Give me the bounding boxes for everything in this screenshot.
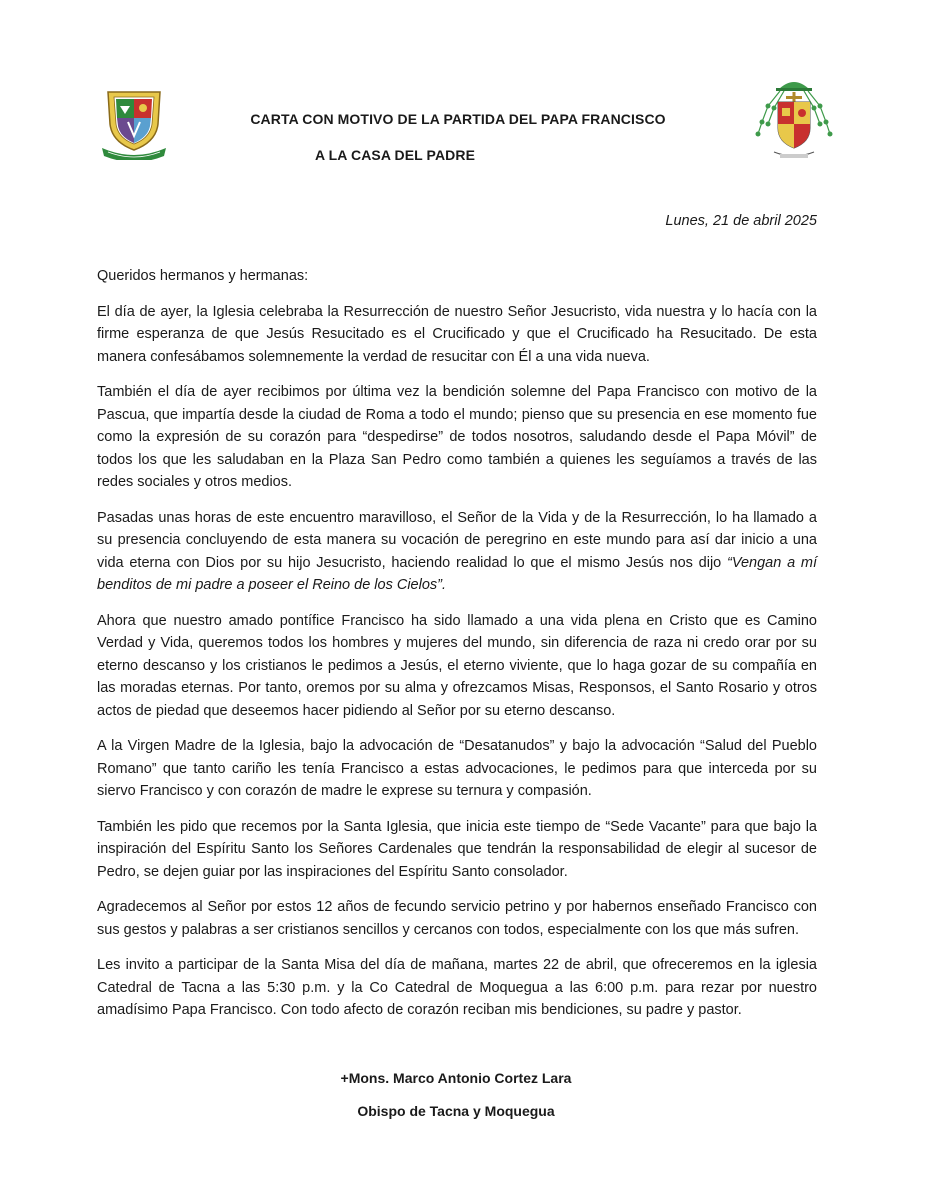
paragraph-resurrection: El día de ayer, la Iglesia celebraba la Resurrección de nuestro Señor Jesucristo, vida nuestra y lo hacía con la firme esperanza de que Jesús Resucitado es el Crucificado y que el Crucificado ha Resucitado. De esta manera confesábamos solemnemente la verdad de resucitar con Él a una vida nueva. bbox=[97, 303, 817, 365]
paragraph-virgin-mary: A la Virgen Madre de la Iglesia, bajo la advocación de “Desatanudos” y bajo la advocación “Salud del Pueblo Romano” que tanto cariño les tenía Francisco a estas advocaciones, le pedimos para que interceda por su siervo Francisco y con corazón de madre le exprese su ternura y compasión. bbox=[97, 738, 817, 799]
paragraph-last-blessing: También el día de ayer recibimos por última vez la bendición solemne del Papa Francisco con motivo de la Pascua, que impartía desde la ciudad de Roma a todo el mundo; pienso que su presencia en ese momento fue como la expresión de su corazón para “despedirse” de todos nosotros, saludando desde el Papa Móvil” de todos los que les saludaban en la Plaza San Pedro como también a quienes les seguíamos a través de las redes sociales y otros medios. bbox=[97, 384, 817, 490]
paragraph-passing bbox=[97, 507, 817, 597]
paragraph-gratitude: Agradecemos al Señor por estos 12 años de fecundo servicio petrino y por habernos enseñado Francisco con sus gestos y palabras a ser cristianos sencillos y cercanos con todos, especialmente con los que más sufren. bbox=[97, 899, 817, 938]
gospel-quote: “Vengan a mí benditos de mi padre a poseer el Reino de los Cielos”. bbox=[97, 554, 818, 593]
signature-name: +Mons. Marco Antonio Cortez Lara bbox=[340, 1070, 572, 1086]
letter-subtitle: A LA CASA DEL PADRE bbox=[314, 147, 476, 163]
coat-of-arms-icon bbox=[754, 72, 834, 162]
letter-date: Lunes, 21 de abril 2025 bbox=[665, 213, 817, 229]
greeting: Queridos hermanos y hermanas: bbox=[97, 268, 309, 284]
paragraph-prayer-call: Ahora que nuestro amado pontífice Francisco ha sido llamado a una vida plena en Cristo que es Camino Verdad y Vida, queremos todos los hombres y mujeres del mundo, sin diferencia de raza ni credo orar por su eterno descanso y los cristianos le pedimos a Jesús, el eterno viviente, que lo haga gozar de su compañía en las moradas eternas. Por tanto, oremos por su alma y ofrezcamos Misas, Responsos, el Santo Rosario y otros actos de piedad que deseemos hacer pidiendo al Señor por su eterno descanso. bbox=[97, 612, 817, 719]
letter-title: CARTA CON MOTIVO DE LA PARTIDA DEL PAPA FRANCISCO bbox=[250, 111, 666, 127]
paragraph-sede-vacante: También les pido que recemos por la Santa Iglesia, que inicia este tiempo de “Sede Vacante” para que bajo la inspiración del Espíritu Santo los Señores Cardenales que tendrán la responsabilidad de elegir al sucesor de Pedro, se dejen guiar por las inspiraciones del Espíritu Santo consolador. bbox=[97, 818, 817, 880]
letter-body bbox=[97, 265, 817, 1035]
signature-role: Obispo de Tacna y Moquegua bbox=[357, 1103, 555, 1119]
paragraph-mass-invitation: Les invito a participar de la Santa Misa del día de mañana, martes 22 de abril, que ofreceremos en la iglesia Catedral de Tacna a las 5:30 p.m. y la Co Catedral de Moquegua a las 6:00 p.m. para rezar por nuestro amadísimo Papa Francisco. Con todo afecto de corazón reciban mis bendiciones, su padre y pastor. bbox=[97, 957, 817, 1018]
paragraph-passing-text: Pasadas unas horas de este encuentro maravilloso, el Señor de la Vida y de la Resurrección, lo ha llamado a su presencia concluyendo de esta manera su vocación de peregrino en este mundo para así dar inicio a una vida eterna con Dios por su hijo Jesucristo, haciendo realidad lo que el mismo Jesús nos dijo bbox=[97, 509, 817, 571]
episcopal-coat-of-arms bbox=[754, 72, 834, 162]
